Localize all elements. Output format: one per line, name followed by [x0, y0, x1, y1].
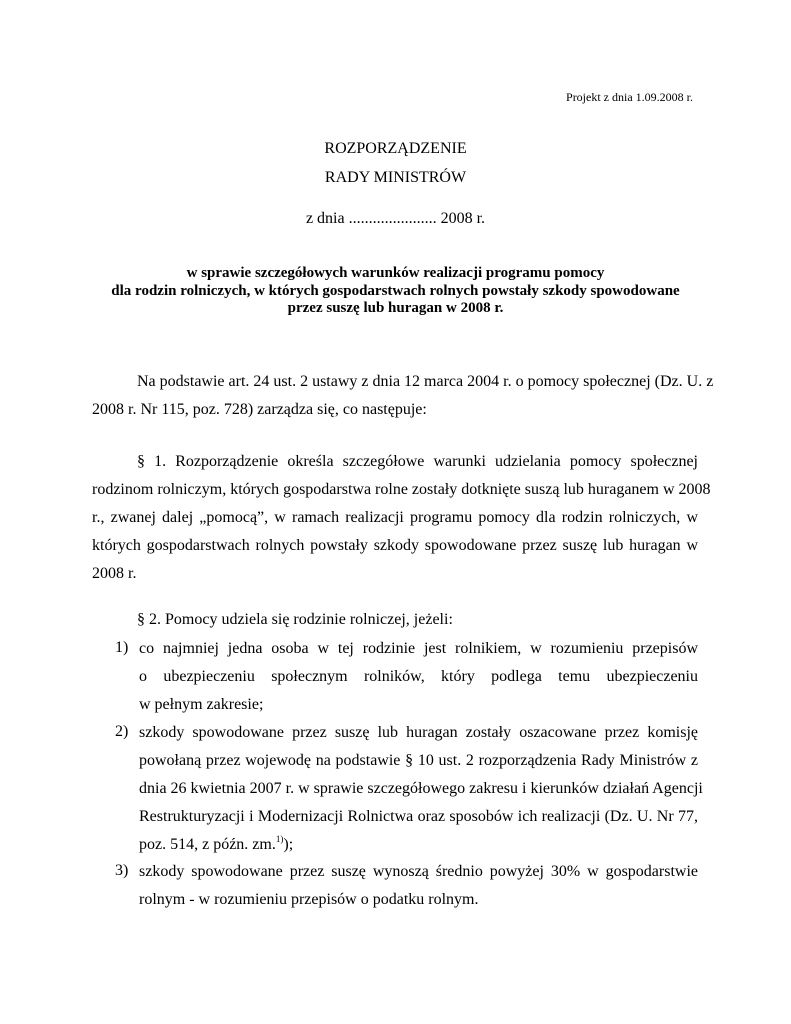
subject-line-2: dla rodzin rolniczych, w których gospodarstwach rolnych powstały szkody spowodowane [111, 282, 680, 299]
item-2-number: 2) [115, 723, 129, 740]
subject-line-3: przez suszę lub huragan w 2008 r. [287, 300, 504, 316]
item-2-line-1: szkody spowodowane przez suszę lub huragan zostały oszacowane przez komisję [139, 724, 698, 741]
item-1-line-1: co najmniej jedna osoba w tej rodzinie jest rolnikiem, w rozumieniu przepisów [139, 640, 698, 657]
item-2-line-5-end: ); [283, 836, 294, 853]
item-2-line-3: dnia 26 kwietnia 2007 r. w sprawie szczegółowego zakresu i kierunków działań Agencji [139, 780, 703, 797]
item-3-line-1: szkody spowodowane przez suszę wynoszą średnio powyżej 30% w gospodarstwie [139, 863, 698, 880]
par1-line-1: § 1. Rozporządzenie określa szczegółowe warunki udzielania pomocy społecznej [137, 453, 698, 470]
item-3-line-2: rolnym - w rozumieniu przepisów o podatku rolnym. [139, 891, 479, 908]
document-type-title: ROZPORZĄDZENIE [324, 140, 467, 157]
issuing-body-title: RADY MINISTRÓW [324, 169, 467, 186]
par1-line-5: 2008 r. [92, 565, 137, 582]
par2-intro: § 2. Pomocy udziela się rodzinie rolniczej, jeżeli: [137, 611, 453, 628]
par1-line-4: których gospodarstwach rolnych powstały szkody spowodowane przez suszę lub huragan w [92, 537, 698, 554]
par1-line-3: r., zwanej dalej „pomocą”, w ramach realizacji programu pomocy dla rodzin rolniczych, w [92, 509, 698, 526]
par1-line-2: rodzinom rolniczym, których gospodarstwa rolne zostały dotknięte suszą lub huraganem w 2008 [92, 481, 711, 498]
preamble-line-1: Na podstawie art. 24 ust. 2 ustawy z dnia 12 marca 2004 r. o pomocy społecznej (Dz. U. z [137, 373, 714, 390]
item-2-line-5 [139, 835, 293, 855]
item-3-number: 3) [115, 862, 129, 879]
item-1-line-3: w pełnym zakresie; [139, 696, 264, 713]
item-1-number: 1) [115, 639, 129, 656]
item-2-line-4: Restrukturyzacji i Modernizacji Rolnictwa oraz sposobów ich realizacji (Dz. U. Nr 77, [139, 808, 698, 825]
preamble-line-2: 2008 r. Nr 115, poz. 728) zarządza się, co następuje: [92, 401, 427, 418]
subject-line-1: w sprawie szczegółowych warunków realizacji programu pomocy [186, 265, 605, 281]
item-1-line-2: o ubezpieczeniu społecznym rolników, który podlega temu ubezpieczeniu [139, 668, 698, 685]
document-subject [0, 265, 791, 318]
item-2-line-2: powołaną przez wojewodę na podstawie § 10 ust. 2 rozporządzenia Rady Ministrów z [139, 752, 698, 769]
project-date: Projekt z dnia 1.09.2008 r. [566, 90, 693, 104]
footnote-reference: 1) [275, 834, 284, 844]
document-date: z dnia ...................... 2008 r. [305, 210, 486, 227]
item-2-line-5-text: poz. 514, z późn. zm. [139, 836, 276, 853]
